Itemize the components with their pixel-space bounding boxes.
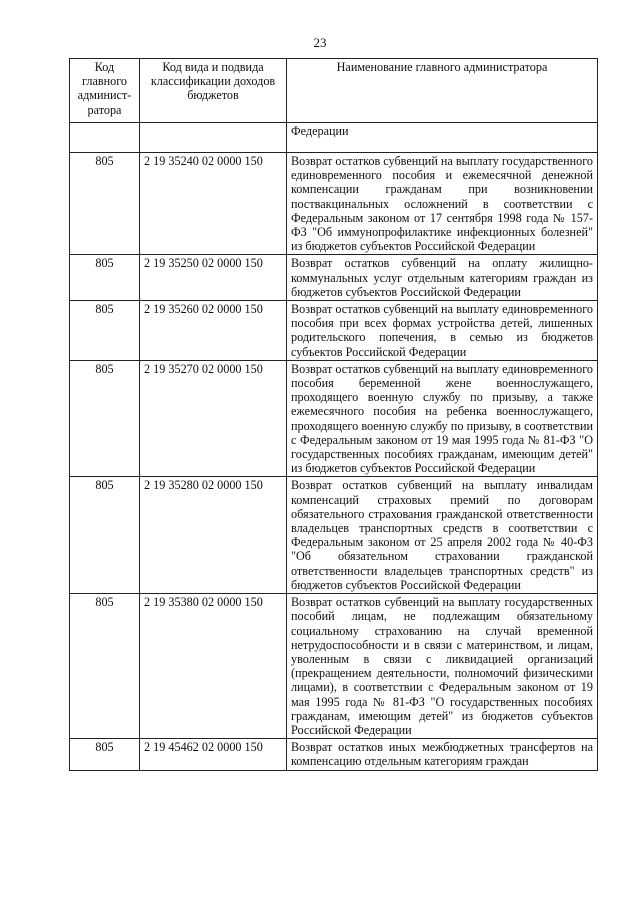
cell-income-code: 2 19 45462 02 0000 150 [140,739,287,770]
table-row [70,739,598,770]
cell-name: Возврат остатков субвенций на оплату жилищно-коммунальных услуг отдельным категориям граждан из бюджетов субъектов Российской Федерации [287,255,598,301]
cell-admin-code: 805 [70,739,140,770]
cell-admin-code: 805 [70,594,140,739]
cell-admin-code: 805 [70,153,140,255]
cell-admin-code: 805 [70,255,140,301]
cell-name: Возврат остатков субвенций на выплату единовременного пособия при всех формах устройства детей, лишенных родительского попечения, в семью из бюджетов субъектов Российской Федерации [287,301,598,361]
page-number: 23 [313,35,327,50]
cell-name: Федерации [287,123,598,153]
header-admin-name: Наименование главного администратора [287,59,598,123]
cell-income-code: 2 19 35260 02 0000 150 [140,301,287,361]
header-income-code: Код вида и подвида классификации доходов бюджетов [140,59,287,123]
table-row [70,594,598,739]
cell-name: Возврат остатков иных межбюджетных трансфертов на компенсацию отдельным категориям граждан [287,739,598,770]
cell-name: Возврат остатков субвенций на выплату государственных пособий лицам, не подлежащим обязательному социальному страхованию на случай временной нетрудоспособности и в связи с материнством, и лицам, уволенным в связи с ликвидацией организаций (прекращением деятельности, полномочий физическими лицами), в соответствии с Федеральным законом от 19 мая 1995 года № 81-ФЗ "О государственных пособиях гражданам, имеющим детей" из бюджетов субъектов Российской Федерации [287,594,598,739]
table-row [70,301,598,361]
cell-empty [70,123,140,153]
table-row [70,477,598,594]
cell-income-code: 2 19 35240 02 0000 150 [140,153,287,255]
cell-name: Возврат остатков субвенций на выплату единовременного пособия беременной жене военнослужащего, проходящего военную службу по призыву, а также ежемесячного пособия на ребенка военнослужащего, проходящего военную службу по призыву, в соответствии с Федеральным законом от 19 мая 1995 года № 81-ФЗ "О государственных пособиях гражданам, имеющим детей" из бюджетов субъектов Российской Федерации [287,360,598,477]
cell-admin-code: 805 [70,360,140,477]
cell-empty [140,123,287,153]
budget-classification-table [69,58,598,771]
table-row [70,360,598,477]
cell-admin-code: 805 [70,301,140,361]
cell-admin-code: 805 [70,477,140,594]
table-header-row [70,59,598,123]
cell-income-code: 2 19 35380 02 0000 150 [140,594,287,739]
cell-income-code: 2 19 35280 02 0000 150 [140,477,287,594]
header-admin-code: Код главного админист-ратора [70,59,140,123]
cell-name: Возврат остатков субвенций на выплату государственного единовременного пособия и ежемесячной денежной компенсации гражданам при возникновении поствакцинальных осложнений в соответствии с Федеральным законом от 17 сентября 1998 года № 157-ФЗ "Об иммунопрофилактике инфекционных болезней" из бюджетов субъектов Российской Федерации [287,153,598,255]
table-row [70,255,598,301]
cell-income-code: 2 19 35250 02 0000 150 [140,255,287,301]
table-row-continuation [70,123,598,153]
cell-income-code: 2 19 35270 02 0000 150 [140,360,287,477]
cell-name: Возврат остатков субвенций на выплату инвалидам компенсаций страховых премий по договорам обязательного страхования гражданской ответственности владельцев транспортных средств в соответствии с Федеральным законом от 25 апреля 2002 года № 40-ФЗ "Об обязательном страховании гражданской ответственности владельцев транспортных средств" из бюджетов субъектов Российской Федерации [287,477,598,594]
table-row [70,153,598,255]
